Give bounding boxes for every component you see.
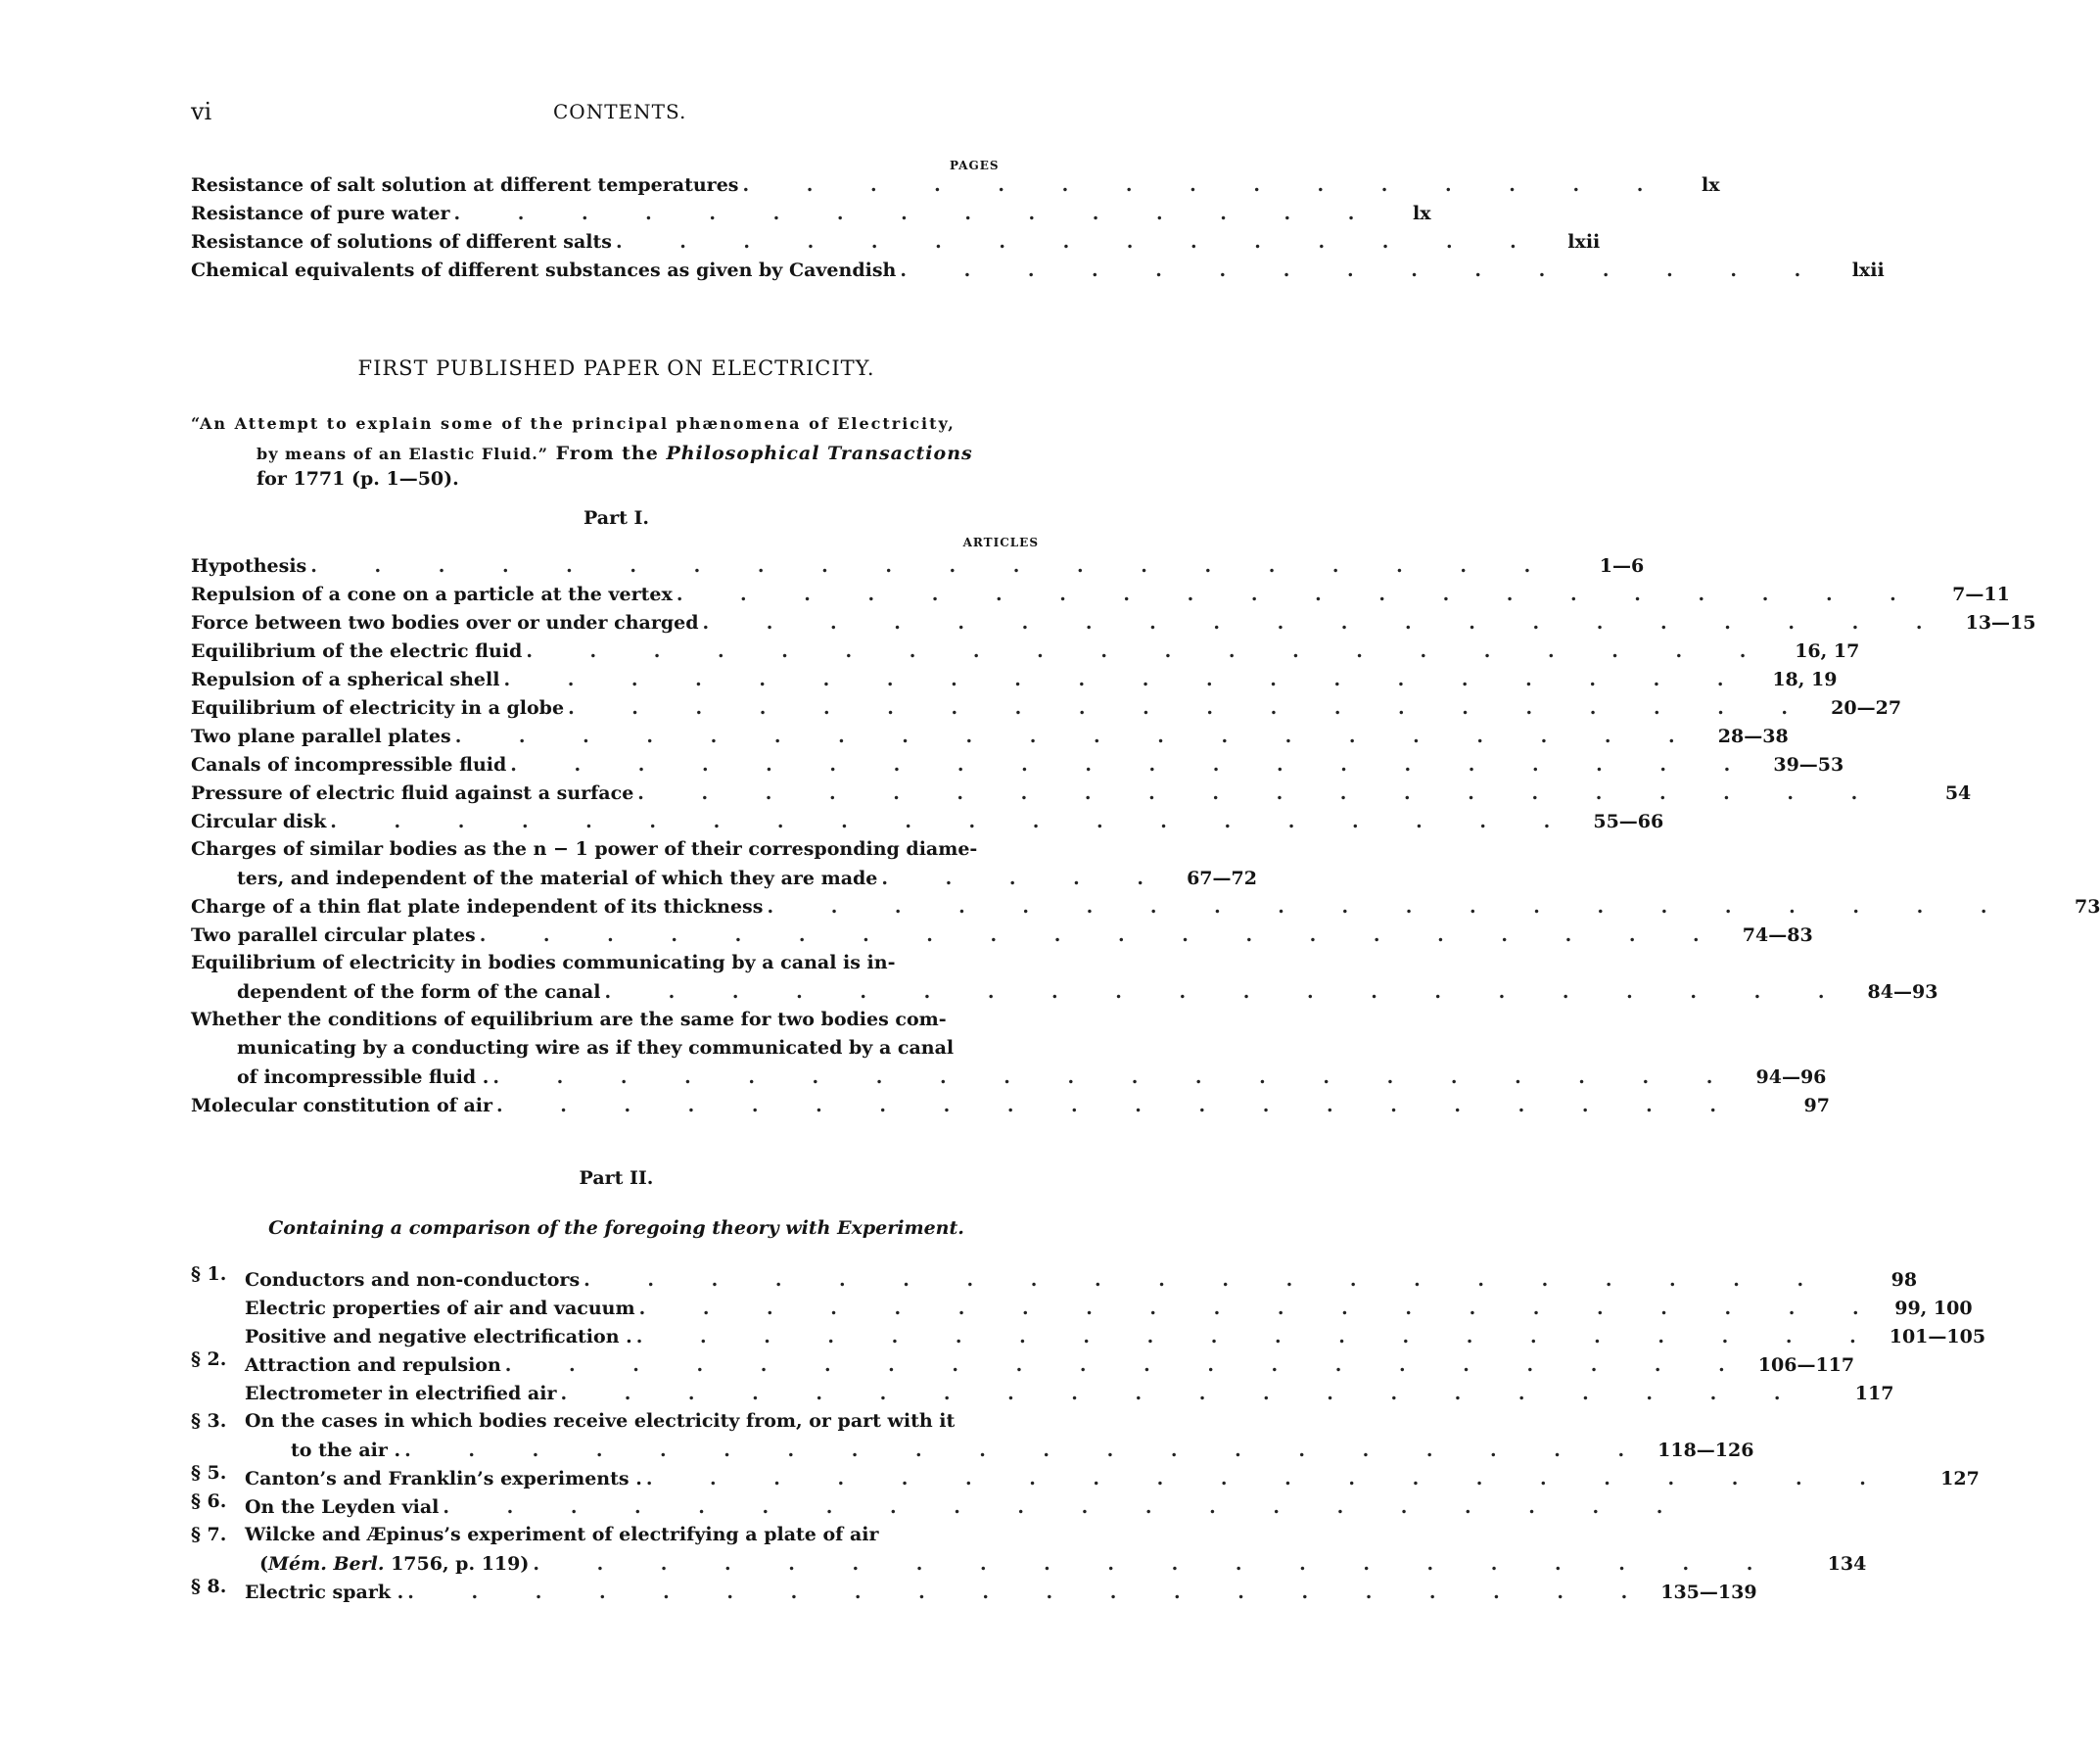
toc-label: Two plane parallel plates — [191, 726, 451, 747]
toc-ref: 97 — [1803, 1095, 1830, 1116]
leader-dots: . . . . . . . . . . . . . . . . . . . . — [504, 1354, 1750, 1376]
toc-label: Repulsion of a spherical shell — [191, 669, 500, 690]
toc-ref: 55—66 — [1593, 811, 1664, 832]
toc-label: ters, and independent of the material of which they are made — [237, 868, 878, 889]
toc-label: to the air . — [291, 1440, 401, 1461]
journal-year: 1756, p. 119) — [384, 1553, 530, 1575]
leader-dots: . . . . . . . . . . . . . . . . . . . . — [492, 1066, 1739, 1088]
leader-dots: . . . . . . . . . . . . . . . . . . . . — [526, 640, 1772, 662]
toc-row — [191, 663, 1838, 691]
toc-ref: 7—11 — [1952, 584, 2010, 605]
page-number: vi — [191, 98, 212, 125]
toc-label: (Mém. Berl. 1756, p. 119) — [259, 1553, 530, 1575]
toc-row — [191, 254, 1885, 282]
leader-dots: . . . . . . . . . . . . . . . . . . . . — [767, 896, 2013, 918]
toc-row — [245, 1462, 1980, 1490]
toc-label: Two parallel circular plates — [191, 924, 476, 946]
toc-ref: 101—105 — [1889, 1326, 1986, 1347]
toc-row — [191, 635, 1860, 663]
toc-row — [245, 1576, 1757, 1604]
leader-dots: . . . . . . . . . . . . . . . . . . . . — [310, 555, 1557, 577]
toc-ref: lxii — [1567, 231, 1601, 253]
section-number: § 3. — [191, 1410, 227, 1432]
section-number: § 2. — [191, 1348, 227, 1370]
toc-ref: 98 — [1890, 1269, 1918, 1291]
toc-row — [191, 606, 2036, 635]
toc-label: Positive and negative electrification . — [245, 1326, 632, 1347]
toc-ref: 118—126 — [1657, 1440, 1754, 1461]
section-number: § 1. — [191, 1263, 227, 1285]
toc-label: Canton’s and Franklin’s experiments . — [245, 1468, 642, 1489]
toc-row — [259, 1547, 1867, 1576]
toc-label-line: Equilibrium of electricity in bodies communicating by a canal is in- — [191, 952, 896, 973]
leader-dots: . . . . . . . . . . . . . . . . . . . . — [560, 1383, 1806, 1404]
toc-ref: 1—6 — [1599, 555, 1645, 577]
toc-row — [237, 975, 1938, 1004]
paper-title-from: From the — [547, 443, 667, 464]
toc-row — [191, 691, 1902, 720]
leader-dots: . . . . . . . . . . . . . . . . . . . . — [479, 924, 1725, 946]
leader-dots: . . . . . . . . . . . . . . . . . . . . — [510, 754, 1756, 776]
toc-ref: 106—117 — [1757, 1354, 1855, 1376]
section-heading: FIRST PUBLISHED PAPER ON ELECTRICITY. — [357, 356, 875, 380]
leader-dots: . . . . . . . . . . . . . . . . . . . . — [638, 1298, 1885, 1319]
leader-dots: . . . . . . . . . . . . . . . . . . . . — [407, 1582, 1654, 1603]
toc-row — [191, 549, 1645, 578]
toc-ref: 73 — [2075, 896, 2100, 918]
leader-dots: . . . . . . . . . . . . . . . — [900, 260, 1827, 281]
toc-ref: lxii — [1851, 260, 1885, 281]
toc-row — [191, 578, 2010, 606]
toc-label: Resistance of solutions of different salts — [191, 231, 612, 253]
toc-ref: 117 — [1854, 1383, 1894, 1404]
page-title: CONTENTS. — [553, 100, 687, 123]
toc-label: Pressure of electric fluid against a surface — [191, 782, 634, 804]
toc-label-line: On the cases in which bodies receive electricity from, or part with it — [245, 1410, 956, 1432]
part-1-heading: Part I. — [583, 507, 649, 529]
paper-journal: Philosophical Transactions — [666, 443, 973, 464]
toc-row — [191, 168, 1720, 197]
toc-label: Repulsion of a cone on a particle at the vertex — [191, 584, 673, 605]
leader-dots: . . . . . . . . . . . . . . . . . . . . — [635, 1326, 1882, 1347]
leader-dots: . . . . . . . . . . . . . . . . . . . . — [443, 1496, 1689, 1518]
toc-label: Electrometer in electrified air — [245, 1383, 557, 1404]
toc-row — [191, 919, 1813, 947]
toc-ref: 67—72 — [1187, 868, 1257, 889]
leader-dots: . . . . . . . . . . . . . . . . . . . . — [645, 1468, 1891, 1489]
section-number: § 8. — [191, 1576, 227, 1597]
toc-label: Molecular constitution of air — [191, 1095, 492, 1116]
toc-label: Electric spark . — [245, 1582, 404, 1603]
toc-label: Force between two bodies over or under charged — [191, 612, 699, 634]
articles-column-header: ARTICLES — [962, 536, 1039, 549]
toc-label-line: Wilcke and Æpinus’s experiment of electrifying a plate of air — [245, 1524, 879, 1545]
toc-label: Charge of a thin flat plate independent of its thickness — [191, 896, 764, 918]
toc-label: dependent of the form of the canal — [237, 981, 601, 1003]
leader-dots: . . . . . . . . . . . . . . . . . . . . — [676, 584, 1922, 605]
toc-label-line: Charges of similar bodies as the n − 1 power of their corresponding diame- — [191, 838, 978, 860]
toc-row — [245, 1348, 1855, 1377]
toc-ref: 127 — [1940, 1468, 1980, 1489]
leader-dots: . . . . . . . . . . . . . . . . . . . . — [495, 1095, 1742, 1116]
leader-dots: . . . . . . . . . . . . . . . . . . . . — [583, 1269, 1830, 1291]
toc-ref: 18, 19 — [1772, 669, 1838, 690]
toc-ref: 74—83 — [1742, 924, 1813, 946]
toc-row — [191, 225, 1601, 254]
leader-dots: . . . . . . . . . . . . . . . — [742, 174, 1669, 196]
toc-ref: lx — [1702, 174, 1720, 196]
leader-dots: . . . . . . . . . . . . . . . . . . . . — [503, 669, 1750, 690]
toc-row — [245, 1377, 1894, 1405]
toc-label: Attraction and repulsion — [245, 1354, 501, 1376]
leader-dots: . . . . . . . . . . . . . . . . . . . . — [702, 612, 1948, 634]
toc-ref: 54 — [1944, 782, 1972, 804]
toc-label: Resistance of salt solution at different temperatures — [191, 174, 739, 196]
leader-dots: . . . . . . . . . . . . . . . . . . . . — [404, 1440, 1651, 1461]
toc-label: Conductors and non-conductors — [245, 1269, 581, 1291]
toc-row — [237, 862, 1257, 890]
toc-ref: 13—15 — [1965, 612, 2036, 634]
toc-label: Electric properties of air and vacuum — [245, 1298, 635, 1319]
paper-title-smallcaps: by means of an Elastic Fluid.” — [257, 445, 548, 463]
toc-ref: lx — [1413, 203, 1431, 224]
leader-dots: . . . . . . . . . . . . . . . . . . . . — [604, 981, 1850, 1003]
toc-label: On the Leyden vial — [245, 1496, 440, 1518]
toc-ref: 20—27 — [1831, 697, 1902, 719]
toc-label-line: Whether the conditions of equilibrium are the same for two bodies com- — [191, 1009, 947, 1030]
toc-ref: 99, 100 — [1894, 1298, 1973, 1319]
toc-label-line: municating by a conducting wire as if they communicated by a canal — [237, 1037, 955, 1059]
toc-row — [191, 1089, 1830, 1117]
toc-label: Circular disk — [191, 811, 327, 832]
part-2-heading: Part II. — [579, 1167, 654, 1189]
paper-year: for 1771 (p. 1—50). — [257, 468, 459, 490]
toc-ref: 94—96 — [1755, 1066, 1827, 1088]
toc-ref: 16, 17 — [1795, 640, 1860, 662]
toc-label: Resistance of pure water — [191, 203, 450, 224]
toc-ref: 28—38 — [1717, 726, 1789, 747]
journal-abbrev: Mém. Berl. — [268, 1553, 385, 1575]
toc-label: Hypothesis — [191, 555, 307, 577]
toc-label: of incompressible fluid . — [237, 1066, 490, 1088]
toc-row — [245, 1320, 1986, 1348]
leader-dots: . . . . . . . . . . . . . . . . . . . . — [454, 726, 1701, 747]
leader-dots: . . . . . . . . . . . . . . . . . . . . — [637, 782, 1884, 804]
toc-label: Equilibrium of electricity in a globe — [191, 697, 565, 719]
section-number: § 7. — [191, 1524, 227, 1545]
leader-dots: . . . . . . . . . . . . . . . — [615, 231, 1542, 253]
toc-ref: 84—93 — [1867, 981, 1938, 1003]
part-2-subtitle: Containing a comparison of the foregoing theory with Experiment. — [268, 1217, 964, 1239]
leader-dots: . . . . . . . . . . . . . . . . . . . . — [330, 811, 1576, 832]
toc-row — [191, 748, 1844, 777]
toc-row — [245, 1292, 1973, 1320]
toc-ref: 39—53 — [1773, 754, 1844, 776]
section-number: § 6. — [191, 1490, 227, 1512]
leader-dots: . . . . . . . . . . . . . . . . . . . . — [568, 697, 1814, 719]
toc-ref: 134 — [1827, 1553, 1867, 1575]
paper-title-line-2 — [257, 439, 1059, 469]
toc-row — [245, 1490, 1689, 1519]
leader-dots: . . . . . — [881, 868, 1169, 889]
paper-title-line-1: “An Attempt to explain some of the principal phænomena of Electricity, — [191, 414, 956, 433]
toc-row — [191, 890, 2100, 919]
pages-column-header: PAGES — [950, 159, 1000, 172]
toc-row — [191, 777, 1972, 805]
toc-row — [237, 1061, 1827, 1089]
leader-dots: . . . . . . . . . . . . . . . . . . . . — [533, 1553, 1779, 1575]
toc-label: Equilibrium of the electric fluid — [191, 640, 523, 662]
toc-row — [191, 720, 1789, 748]
toc-row — [245, 1263, 1918, 1292]
toc-label: Chemical equivalents of different substances as given by Cavendish — [191, 260, 897, 281]
toc-row — [191, 805, 1664, 833]
toc-label: Canals of incompressible fluid — [191, 754, 507, 776]
leader-dots: . . . . . . . . . . . . . . . — [453, 203, 1380, 224]
section-number: § 5. — [191, 1462, 227, 1484]
toc-ref: 135—139 — [1660, 1582, 1757, 1603]
toc-row — [191, 197, 1431, 225]
toc-row — [291, 1434, 1754, 1462]
